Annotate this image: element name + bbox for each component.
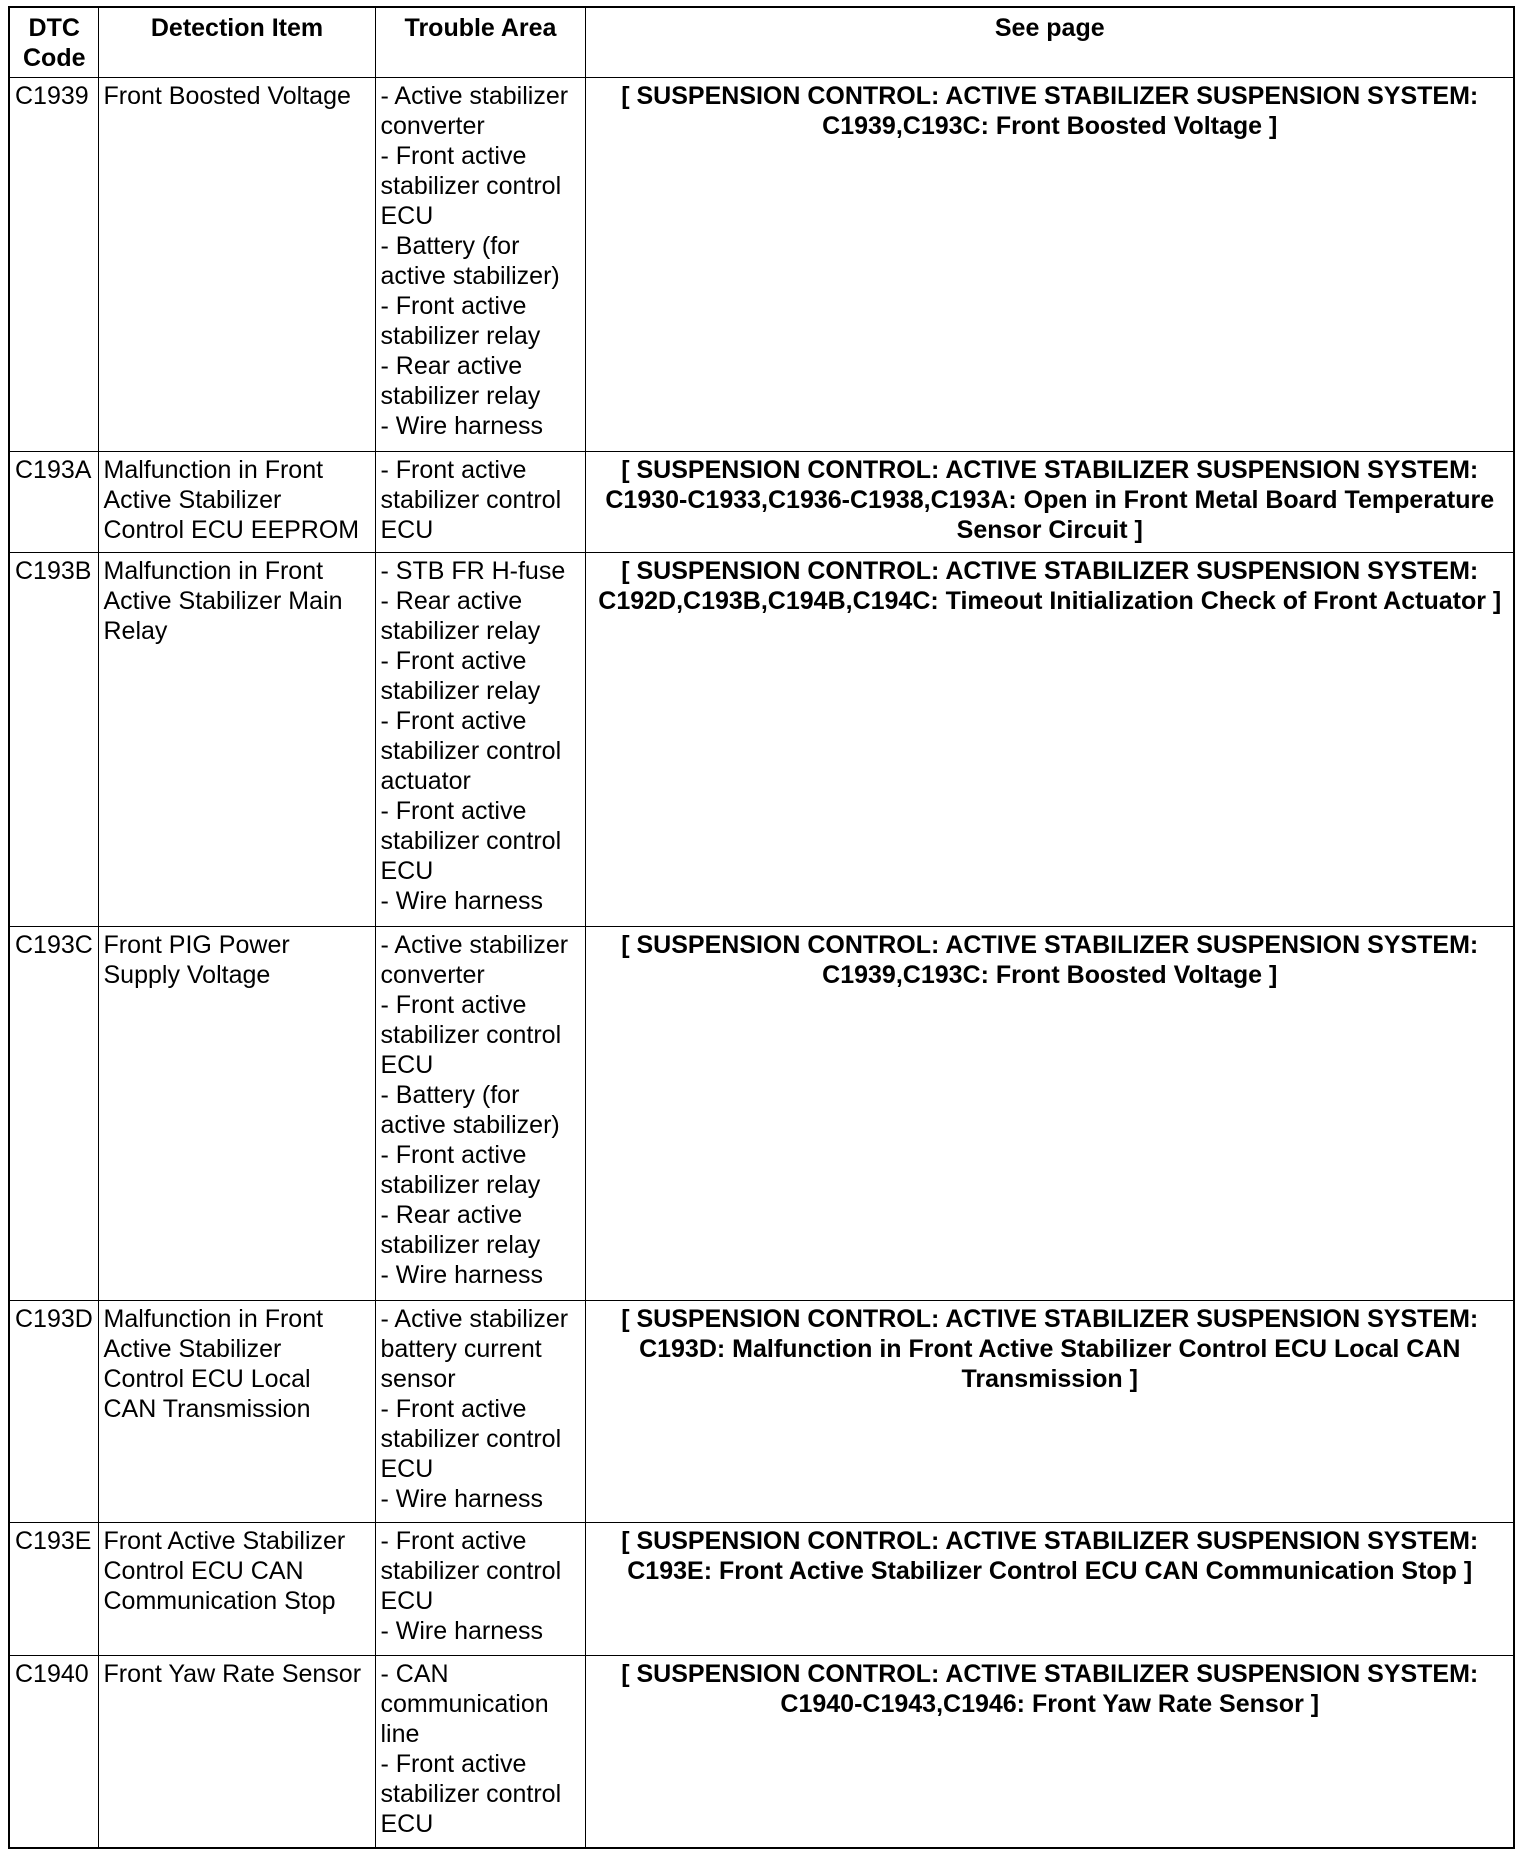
trouble-area-cell	[375, 1300, 585, 1522]
trouble-area-line: - Rear active	[380, 351, 523, 380]
dtc-table	[8, 6, 1515, 1849]
trouble-area-line: - CAN	[380, 1659, 449, 1688]
see-page-cell	[585, 552, 1514, 926]
trouble-area-line: communication	[380, 1689, 549, 1718]
trouble-area-line: - STB FR H-fuse	[380, 556, 566, 585]
see-page-cell	[585, 1655, 1514, 1848]
trouble-area-line: - Active stabilizer	[380, 1304, 569, 1333]
see-page-cell	[585, 926, 1514, 1300]
trouble-area-line: stabilizer relay	[380, 1230, 541, 1259]
detection-item-line: Control ECU CAN	[103, 1556, 304, 1585]
trouble-area-line: - Wire harness	[380, 411, 544, 440]
trouble-area-line: - Front active	[380, 1140, 527, 1169]
trouble-area-line: - Rear active	[380, 1200, 523, 1229]
detection-item-line: Active Stabilizer Main	[103, 586, 343, 615]
trouble-area-line: - Front active	[380, 796, 527, 825]
trouble-area-line: - Battery (for	[380, 1080, 520, 1109]
trouble-area-cell	[375, 1655, 585, 1848]
trouble-area-line: - Active stabilizer	[380, 930, 569, 959]
detection-item-line: Relay	[103, 616, 168, 645]
table-row	[9, 1655, 1514, 1848]
trouble-area-line: line	[380, 1719, 420, 1748]
table-header-row	[9, 7, 1514, 77]
trouble-area-cell	[375, 926, 585, 1300]
trouble-area-line: stabilizer control	[380, 1779, 562, 1808]
see-page-reference-line: C193E: Front Active Stabilizer Control ECU CAN Communication Stop ]	[627, 1556, 1473, 1585]
trouble-area-line: ECU	[380, 1586, 434, 1615]
see-page-reference-line: C1940-C1943,C1946: Front Yaw Rate Sensor ]	[780, 1689, 1320, 1718]
see-page-cell	[585, 77, 1514, 451]
header-dtc-code	[9, 7, 98, 77]
dtc-code-cell: C193B	[9, 552, 98, 926]
trouble-area-line: stabilizer control	[380, 826, 562, 855]
detection-item-line: Active Stabilizer	[103, 1334, 282, 1363]
detection-item-line: Malfunction in Front	[103, 556, 324, 585]
trouble-area-line: - Wire harness	[380, 1616, 544, 1645]
trouble-area-line: - Front active	[380, 455, 527, 484]
header-see-page: See page	[585, 7, 1514, 77]
trouble-area-line: - Rear active	[380, 586, 523, 615]
detection-item-line: Front Yaw Rate Sensor	[103, 1659, 362, 1688]
detection-item-cell	[98, 1655, 375, 1848]
detection-item-line: Front PIG Power	[103, 930, 290, 959]
trouble-area-line: - Active stabilizer	[380, 81, 569, 110]
header-dtc-code-line: DTC	[28, 14, 80, 42]
dtc-code-cell: C193A	[9, 451, 98, 552]
detection-item-line: CAN Transmission	[103, 1394, 311, 1423]
see-page-cell	[585, 451, 1514, 552]
detection-item-cell	[98, 1522, 375, 1655]
see-page-reference-line: Transmission ]	[961, 1364, 1138, 1393]
dtc-code-cell: C1939	[9, 77, 98, 451]
detection-item-cell	[98, 77, 375, 451]
trouble-area-line: stabilizer relay	[380, 381, 541, 410]
detection-item-line: Communication Stop	[103, 1586, 336, 1615]
trouble-area-line: stabilizer control	[380, 1556, 562, 1585]
see-page-reference-line: [ SUSPENSION CONTROL: ACTIVE STABILIZER SUSPENSION SYSTEM:	[621, 556, 1479, 585]
see-page-reference-line: [ SUSPENSION CONTROL: ACTIVE STABILIZER SUSPENSION SYSTEM:	[621, 1304, 1479, 1333]
trouble-area-line: stabilizer relay	[380, 676, 541, 705]
trouble-area-line: - Wire harness	[380, 1484, 544, 1513]
trouble-area-line: - Front active	[380, 1394, 527, 1423]
detection-item-cell	[98, 1300, 375, 1522]
see-page-reference-line: [ SUSPENSION CONTROL: ACTIVE STABILIZER SUSPENSION SYSTEM:	[621, 81, 1479, 110]
trouble-area-line: sensor	[380, 1364, 456, 1393]
trouble-area-line: - Front active	[380, 646, 527, 675]
trouble-area-line: stabilizer control	[380, 171, 562, 200]
table-row	[9, 552, 1514, 926]
trouble-area-line: converter	[380, 960, 485, 989]
dtc-code-cell: C193E	[9, 1522, 98, 1655]
see-page-cell	[585, 1300, 1514, 1522]
trouble-area-line: ECU	[380, 856, 434, 885]
trouble-area-line: - Front active	[380, 706, 527, 735]
see-page-reference-line: [ SUSPENSION CONTROL: ACTIVE STABILIZER SUSPENSION SYSTEM:	[621, 930, 1479, 959]
header-trouble-area: Trouble Area	[375, 7, 585, 77]
see-page-cell	[585, 1522, 1514, 1655]
detection-item-line: Front Boosted Voltage	[103, 81, 351, 110]
see-page-reference-line: C192D,C193B,C194B,C194C: Timeout Initialization Check of Front Actuator ]	[598, 586, 1502, 615]
trouble-area-cell	[375, 552, 585, 926]
trouble-area-line: - Wire harness	[380, 886, 544, 915]
table-body	[9, 77, 1514, 1848]
detection-item-line: Malfunction in Front	[103, 1304, 324, 1333]
trouble-area-line: ECU	[380, 1454, 434, 1483]
trouble-area-line: stabilizer relay	[380, 616, 541, 645]
detection-item-cell	[98, 926, 375, 1300]
trouble-area-line: - Front active	[380, 291, 527, 320]
trouble-area-line: - Battery (for	[380, 231, 520, 260]
trouble-area-line: stabilizer relay	[380, 1170, 541, 1199]
see-page-reference-line: [ SUSPENSION CONTROL: ACTIVE STABILIZER SUSPENSION SYSTEM:	[621, 1526, 1479, 1555]
trouble-area-cell	[375, 77, 585, 451]
see-page-reference-line: C1939,C193C: Front Boosted Voltage ]	[822, 960, 1278, 989]
detection-item-cell	[98, 451, 375, 552]
trouble-area-line: - Front active	[380, 1749, 527, 1778]
trouble-area-line: converter	[380, 111, 485, 140]
see-page-reference-line: Sensor Circuit ]	[956, 515, 1143, 544]
trouble-area-line: stabilizer control	[380, 736, 562, 765]
table-row	[9, 451, 1514, 552]
see-page-reference-line: C1930-C1933,C1936-C1938,C193A: Open in Front Metal Board Temperature	[605, 485, 1495, 514]
trouble-area-cell	[375, 1522, 585, 1655]
see-page-reference-line: C193D: Malfunction in Front Active Stabilizer Control ECU Local CAN	[639, 1334, 1461, 1363]
table-row	[9, 77, 1514, 451]
dtc-code-cell: C1940	[9, 1655, 98, 1848]
detection-item-line: Control ECU Local	[103, 1364, 311, 1393]
trouble-area-line: ECU	[380, 201, 434, 230]
see-page-reference-line: [ SUSPENSION CONTROL: ACTIVE STABILIZER SUSPENSION SYSTEM:	[621, 1659, 1479, 1688]
trouble-area-cell	[375, 451, 585, 552]
header-detection-item: Detection Item	[98, 7, 375, 77]
detection-item-line: Front Active Stabilizer	[103, 1526, 346, 1555]
trouble-area-line: active stabilizer)	[380, 1110, 560, 1139]
trouble-area-line: ECU	[380, 515, 434, 544]
trouble-area-line: - Front active	[380, 990, 527, 1019]
table-row	[9, 1300, 1514, 1522]
detection-item-cell	[98, 552, 375, 926]
trouble-area-line: ECU	[380, 1050, 434, 1079]
see-page-reference-line: [ SUSPENSION CONTROL: ACTIVE STABILIZER SUSPENSION SYSTEM:	[621, 455, 1479, 484]
detection-item-line: Malfunction in Front	[103, 455, 324, 484]
trouble-area-line: - Wire harness	[380, 1260, 544, 1289]
table-row	[9, 926, 1514, 1300]
dtc-code-cell: C193D	[9, 1300, 98, 1522]
detection-item-line: Control ECU EEPROM	[103, 515, 360, 544]
trouble-area-line: ECU	[380, 1809, 434, 1838]
table-row	[9, 1522, 1514, 1655]
trouble-area-line: - Front active	[380, 1526, 527, 1555]
header-dtc-code-line: Code	[23, 44, 86, 72]
see-page-reference-line: C1939,C193C: Front Boosted Voltage ]	[822, 111, 1278, 140]
detection-item-line: Active Stabilizer	[103, 485, 282, 514]
trouble-area-line: battery current	[380, 1334, 542, 1363]
dtc-code-cell: C193C	[9, 926, 98, 1300]
detection-item-line: Supply Voltage	[103, 960, 271, 989]
trouble-area-line: - Front active	[380, 141, 527, 170]
trouble-area-line: actuator	[380, 766, 471, 795]
trouble-area-line: active stabilizer)	[380, 261, 560, 290]
trouble-area-line: stabilizer control	[380, 485, 562, 514]
trouble-area-line: stabilizer control	[380, 1020, 562, 1049]
trouble-area-line: stabilizer control	[380, 1424, 562, 1453]
trouble-area-line: stabilizer relay	[380, 321, 541, 350]
